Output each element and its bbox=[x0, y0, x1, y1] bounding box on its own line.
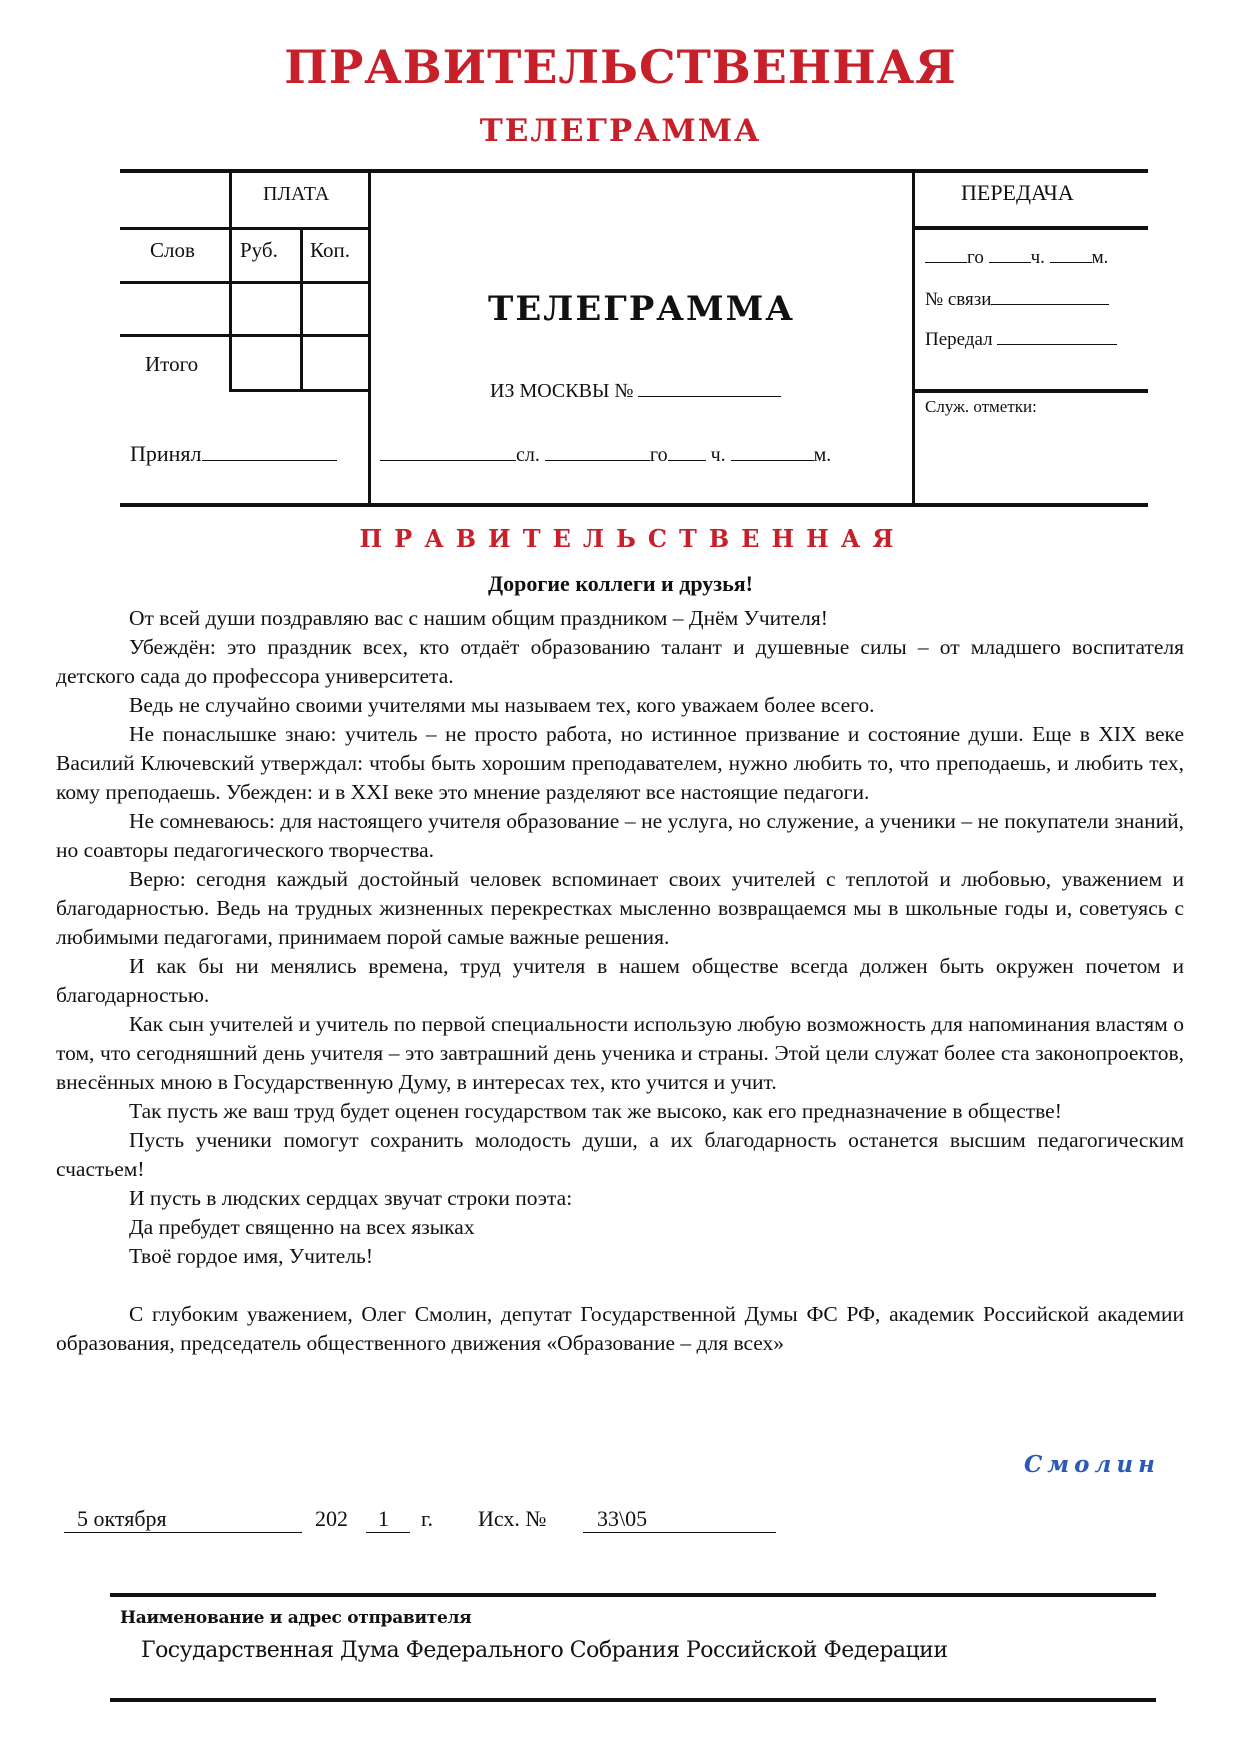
nomer-svyazi-field bbox=[925, 286, 1109, 311]
m-label: м. bbox=[1091, 247, 1109, 268]
time-fields bbox=[380, 442, 831, 467]
paragraph: Пусть ученики помогут сохранить молодость души, а их благодарность останется высшим педагогическим счастьем! bbox=[56, 1128, 1184, 1181]
go-label: го bbox=[967, 247, 984, 268]
sender-label: Наименование и адрес отправителя bbox=[120, 1608, 472, 1628]
footer-bottom-border bbox=[110, 1698, 1156, 1702]
header-subtitle: ТЕЛЕГРАММА bbox=[479, 113, 762, 149]
government-stamp: ПРАВИТЕЛЬСТВЕННАЯ bbox=[359, 524, 906, 553]
header-title: ПРАВИТЕЛЬСТВЕННАЯ bbox=[284, 40, 957, 94]
paragraph: Не сомневаюсь: для настоящего учителя образование – не услуга, но служение, а ученики – не покупатели знаний, но соавторы педагогического творчества. bbox=[56, 809, 1184, 862]
form-divider bbox=[914, 226, 1148, 230]
footer-top-border bbox=[110, 1593, 1156, 1597]
paragraph: Убеждён: это праздник всех, кто отдаёт образованию талант и душевные силы – от младшего воспитателя детского сада до профессора университета. bbox=[56, 635, 1184, 688]
iz-moskvy-label: ИЗ МОСКВЫ № bbox=[490, 380, 634, 402]
center-telegram-title: ТЕЛЕГРАММА bbox=[488, 289, 795, 329]
form-divider bbox=[914, 389, 1148, 393]
form-bottom-border bbox=[120, 503, 1148, 507]
sluzh-otmetki-label: Служ. отметки: bbox=[925, 397, 1037, 416]
form-divider bbox=[120, 334, 370, 337]
paragraph: Как сын учителей и учитель по первой специальности использую любую возможность для напоминания властям о том, что сегодняшний день учителя – это завтрашний день ученика и страны. Этой цели служат более ста законопроектов, внесённых мною в Государственную Думу, в интересах тех, кто учится и учит. bbox=[56, 1012, 1184, 1094]
year-underline bbox=[366, 1532, 410, 1533]
ref-underline bbox=[583, 1532, 776, 1533]
ch-label: ч. bbox=[1030, 247, 1045, 268]
paragraph: От всей души поздравляю вас с нашим общим праздником – Днём Учителя! bbox=[129, 606, 828, 630]
peredal-field bbox=[925, 326, 1117, 351]
form-divider bbox=[229, 171, 232, 392]
paragraph: Так пусть же ваш труд будет оценен государством так же высоко, как его предназначение в обществе! bbox=[129, 1099, 1062, 1123]
poem-line: Да пребудет священно на всех языках bbox=[129, 1215, 475, 1239]
date-underline bbox=[64, 1532, 302, 1533]
form-divider bbox=[120, 227, 370, 230]
paragraph: Ведь не случайно своими учителями мы называем тех, кого уважаем более всего. bbox=[129, 693, 875, 717]
form-divider bbox=[912, 171, 915, 505]
ref-label: Исх. № bbox=[478, 1506, 547, 1531]
closing: С глубоким уважением, Олег Смолин, депутат Государственной Думы ФС РФ, академик Российской академии образования, председатель общественного движения «Образование – для всех» bbox=[56, 1302, 1184, 1355]
form-divider bbox=[368, 171, 371, 505]
paragraph: Верю: сегодня каждый достойный человек вспоминает своих учителей с теплотой и любовью, уважением и благодарностью. Ведь на трудных жизненных перекрестках мысленно возвращаемся мы в школьные годы и, советуясь с любимыми педагогами, принимаем порой самые важные решения. bbox=[56, 867, 1184, 949]
nomer-svyazi-label: № связи bbox=[925, 289, 992, 310]
kop-label: Коп. bbox=[310, 238, 350, 262]
year-prefix: 202 bbox=[315, 1506, 348, 1531]
peredal-label: Передал bbox=[925, 329, 993, 350]
plata-label: ПЛАТА bbox=[263, 183, 330, 205]
poem-line: Твоё гордое имя, Учитель! bbox=[129, 1244, 374, 1268]
paragraph: И как бы ни менялись времена, труд учителя в нашем обществе всегда должен быть окружен почетом и благодарностью. bbox=[56, 954, 1184, 1007]
date-text: 5 октября bbox=[77, 1506, 167, 1531]
prinyal-label: Принял bbox=[130, 441, 202, 466]
slov-label: Слов bbox=[150, 238, 195, 262]
ch-label: ч. bbox=[710, 444, 726, 466]
poem-intro: И пусть в людских сердцах звучат строки поэта: bbox=[129, 1186, 573, 1210]
form-divider bbox=[300, 229, 303, 392]
transfer-time-fields bbox=[925, 244, 1108, 269]
signature: Смолин bbox=[1024, 1451, 1160, 1478]
peredacha-label: ПЕРЕДАЧА bbox=[961, 180, 1074, 205]
m-label: м. bbox=[813, 444, 832, 466]
sender-name: Государственная Дума Федерального Собрания Российской Федерации bbox=[141, 1638, 948, 1663]
letter-body bbox=[56, 604, 1184, 1358]
form-divider bbox=[120, 281, 370, 284]
sl-label: сл. bbox=[516, 444, 540, 466]
form-top-border bbox=[120, 169, 1148, 173]
iz-moskvy-field bbox=[490, 378, 781, 403]
paragraph: Не понаслышке знаю: учитель – не просто работа, но истинное призвание и состояние души. Еще в XIX веке Василий Ключевский утверждал: чтобы быть хорошим преподавателем, нужно любить то, что преподаешь, и любить тех, кому преподаешь. Убежден: и в XXI веке это мнение разделяют все настоящие педагоги. bbox=[56, 722, 1184, 804]
letter-greeting: Дорогие коллеги и друзья! bbox=[488, 571, 753, 596]
rub-label: Руб. bbox=[240, 238, 278, 262]
ref-number: 33\05 bbox=[597, 1506, 648, 1531]
itogo-label: Итого bbox=[145, 352, 199, 376]
prinyal-field bbox=[130, 441, 337, 467]
go-label: го bbox=[649, 444, 668, 466]
year-suffix: 1 bbox=[378, 1506, 389, 1531]
year-unit: г. bbox=[421, 1506, 434, 1531]
